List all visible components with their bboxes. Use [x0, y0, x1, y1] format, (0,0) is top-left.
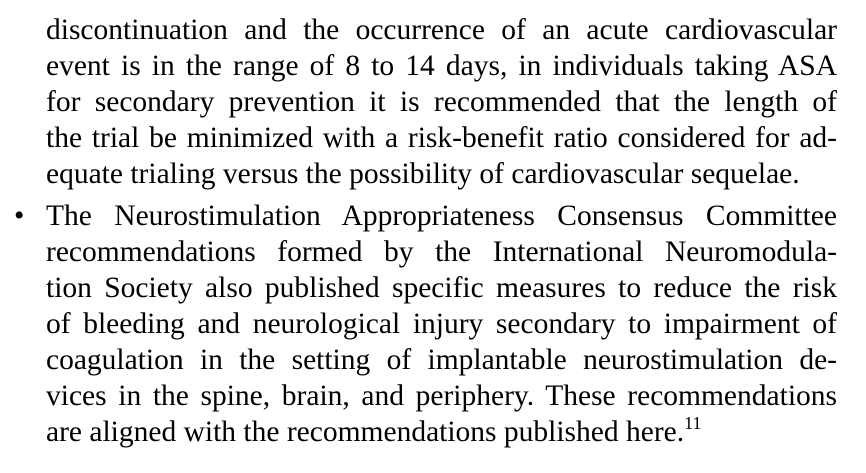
- text-line-last: [46, 414, 837, 450]
- text-line: coagulation in the setting of implantable neurostimulation de-: [46, 344, 837, 376]
- text-line: the trial be minimized with a risk-benefit ratio considered for ad-: [46, 122, 837, 154]
- text-line: tion Society also published specific measures to reduce the risk: [46, 272, 837, 304]
- text-line: The Neurostimulation Appropriateness Consensus Committee: [46, 200, 837, 232]
- text-line: for secondary prevention it is recommended that the length of: [46, 86, 837, 118]
- text-line-content: are aligned with the recommendations published here.: [46, 416, 685, 448]
- text-line: event is in the range of 8 to 14 days, in individuals taking ASA: [46, 50, 837, 82]
- bullet-marker: •: [14, 200, 25, 232]
- text-line: vices in the spine, brain, and periphery. These recommendations: [46, 380, 837, 412]
- text-line: recommendations formed by the International Neuromodula-: [46, 236, 837, 268]
- text-line: of bleeding and neurological injury secondary to impairment of: [46, 308, 837, 340]
- reference-superscript[interactable]: 11: [684, 413, 702, 433]
- text-line: discontinuation and the occurrence of an acute cardiovascular: [46, 14, 837, 46]
- text-line: equate trialing versus the possibility of cardiovascular sequelae.: [46, 158, 800, 190]
